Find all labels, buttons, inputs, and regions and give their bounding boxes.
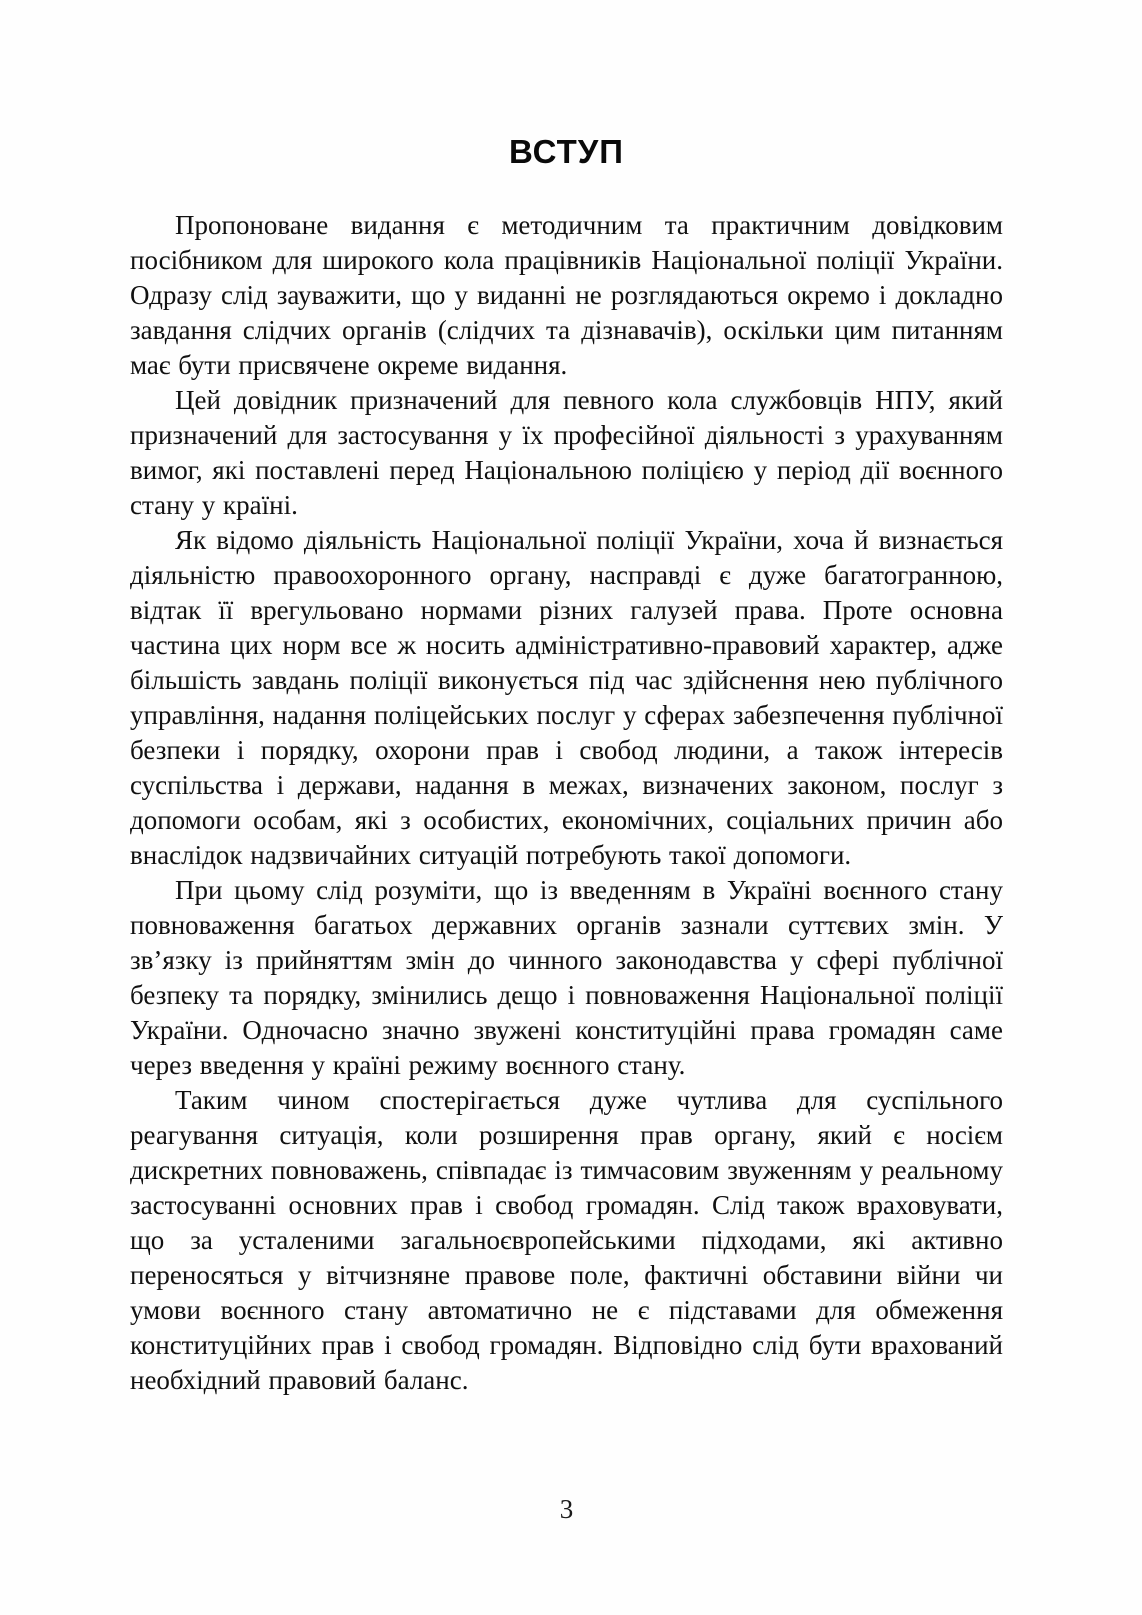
paragraph: Цей довідник призначений для певного кола службовців НПУ, який призначений для застосування у їх професійної діяльності з урахуванням вимог, які поставлені перед Національною поліцією у період дії воєнного стану у країні. <box>130 385 1003 520</box>
paragraph: Як відомо діяльність Національної поліції України, хоча й визнається діяльністю правоохоронного органу, насправді є дуже багатогранною, відтак її врегульовано нормами різних галузей права. Проте основна частина цих норм все ж носить адміністративно-правовий характер, адже більшість завдань поліції виконується під час здійснення нею публічного управління, надання поліцейських послуг у сферах забезпечення публічної безпеки і порядку, охорони прав і свобод людини, а також інтересів суспільства і держави, надання в межах, визначених законом, послуг з допомоги особам, які з особистих, економічних, соціальних причин або внаслідок надзвичайних ситуацій потребують такої допомоги. <box>130 525 1003 870</box>
paragraph: Таким чином спостерігається дуже чутлива для суспільного реагування ситуація, коли розширення прав органу, який є носієм дискретних повноважень, співпадає із тимчасовим звуженням у реальному застосуванні основних прав і свобод громадян. Слід також враховувати, що за усталеними загальноєвропейськими підходами, які активно переносяться у вітчизняне правове поле, фактичні обставини війни чи умови воєнного стану автоматично не є підставами для обмеження конституційних прав і свобод громадян. Відповідно слід бути врахований необхідний правовий баланс. <box>130 1085 1003 1395</box>
body-text <box>130 208 1003 1398</box>
paragraph: При цьому слід розуміти, що із введенням в Україні воєнного стану повноваження багатьох державних органів зазнали суттєвих змін. У зв’язку із прийняттям змін до чинного законодавства у сфері публічної безпеку та порядку, змінились дещо і повноваження Національної поліції України. Одночасно значно звужені конституційні права громадян саме через введення у країні режиму воєнного стану. <box>130 875 1003 1080</box>
page-number: 3 <box>559 1494 574 1524</box>
page-title: ВСТУП <box>509 133 624 170</box>
paragraph: Пропоноване видання є методичним та практичним довідковим посібником для широкого кола працівників Національної поліції України. Одразу слід зауважити, що у виданні не розглядаються окремо і докладно завдання слідчих органів (слідчих та дізнавачів), оскільки цим питанням має бути присвячене окреме видання. <box>130 210 1003 380</box>
